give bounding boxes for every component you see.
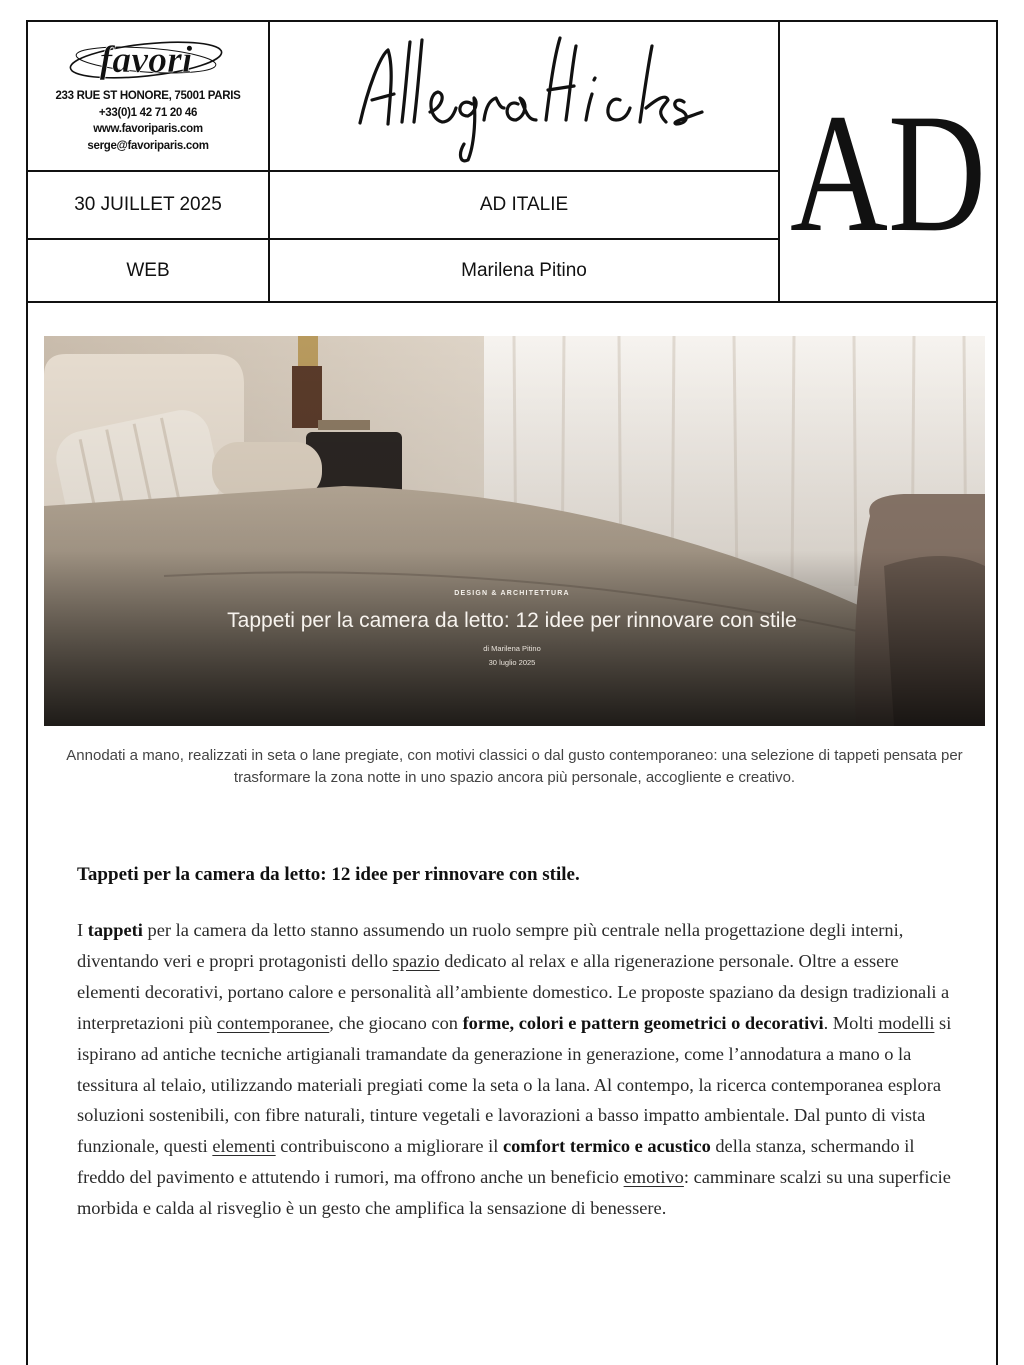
brand-signature-cell — [270, 22, 780, 172]
text-run: , che giocano con — [329, 1012, 463, 1033]
author-cell — [270, 240, 780, 301]
date-cell — [28, 172, 270, 240]
publication-cell — [270, 172, 780, 240]
link-emotivo[interactable]: emotivo — [623, 1167, 684, 1188]
link-contemporanee[interactable]: contemporanee — [216, 1012, 330, 1033]
publication-name: AD ITALIE — [479, 194, 569, 215]
favori-logo-text: favori — [99, 39, 193, 81]
bold-keyword: tappeti — [87, 920, 143, 940]
agency-phone: +33(0)1 42 71 20 46 — [98, 106, 198, 119]
press-header — [26, 20, 998, 303]
favori-logo — [66, 30, 226, 92]
agency-contact — [28, 88, 268, 154]
agency-cell — [28, 22, 270, 172]
article-paragraph — [77, 915, 953, 1224]
hero-image — [44, 336, 985, 726]
hero-title: Tappeti per la camera da letto: 12 idee per rinnovare con stile — [227, 609, 797, 632]
text-run: I — [77, 920, 88, 940]
ad-magazine-logo — [790, 79, 986, 267]
agency-email[interactable]: serge@favoriparis.com — [87, 139, 209, 152]
text-run: . Molti — [823, 1012, 879, 1033]
publication-date: 30 JUILLET 2025 — [74, 194, 222, 215]
bold-keyword: comfort termico e acustico — [502, 1136, 711, 1157]
link-modelli[interactable]: modelli — [878, 1012, 935, 1033]
text-run: della stanza, schermando il freddo del pavimento e attutendo i rumori, ma offrono anche un beneficio — [77, 1136, 915, 1188]
text-run: si ispirano ad antiche tecniche artigianali tramandate da generazione in generazione, come l’annodatura a mano o la tessitura al telaio, utilizzando materiali pregiati come la seta o la lana. Al contempo, la ricerca contemporanea esplora soluzioni sostenibili, con fibre naturali, tinture vegetali e lavorazioni a basso impatto ambientale. Dal punto di vista funzionale, questi — [77, 1012, 952, 1157]
article-dek: Annodati a mano, realizzati in seta o lane pregiate, con motivi classici o dal gusto contemporaneo: una selezione di tappeti pensata per trasformare la zona notte in uno spazio ancora più personale, accogliente e creativo. — [66, 747, 963, 786]
bedroom-photo — [44, 336, 985, 726]
allegra-hicks-signature — [350, 28, 720, 168]
text-run: contribuiscono a migliorare il — [275, 1136, 503, 1157]
agency-website[interactable]: www.favoriparis.com — [93, 123, 203, 135]
medium-type: WEB — [126, 259, 170, 281]
bold-keyword: forme, colori e pattern geometrici o decorativi — [462, 1012, 824, 1033]
ad-logo-text: AD — [790, 79, 986, 267]
hero-byline[interactable]: di Marilena Pitino — [483, 644, 541, 653]
link-spazio[interactable]: spazio — [392, 950, 440, 971]
text-run: dedicato al relax e alla rigenerazione personale. Oltre a essere elementi decorativi, portano calore e personalità all’ambiente domestico. Le proposte spaziano da design tradizionali a interpretazioni più — [77, 950, 950, 1033]
text-run: : camminare scalzi su una superficie morbida e calda al risveglio è un gesto che amplifica la sensazione di benessere. — [77, 1167, 951, 1219]
article-title: Tappeti per la camera da letto: 12 idee per rinnovare con stile. — [77, 864, 580, 885]
agency-address: 233 RUE ST HONORE, 75001 PARIS — [55, 90, 241, 102]
author-name: Marilena Pitino — [461, 259, 587, 281]
link-elementi[interactable]: elementi — [212, 1136, 276, 1157]
hero-date: 30 luglio 2025 — [488, 658, 536, 667]
medium-cell — [28, 240, 270, 301]
publication-logo-cell — [780, 22, 996, 301]
article-category[interactable]: DESIGN & ARCHITETTURA — [454, 590, 570, 597]
text-run: per la camera da letto stanno assumendo un ruolo sempre più centrale nella progettazione degli interni, diventando veri e propri protagonisti dello — [77, 920, 904, 971]
